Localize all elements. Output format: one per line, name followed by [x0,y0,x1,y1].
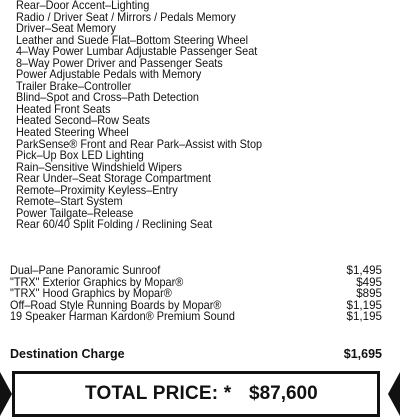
feature-item: Remote–Start System [16,195,123,209]
feature-item: Driver–Seat Memory [16,22,116,36]
feature-item: Rear–Door Accent–Lighting [16,0,150,12]
feature-item: Blind–Spot and Cross–Path Detection [16,91,199,105]
feature-item: Power Adjustable Pedals with Memory [16,68,202,82]
total-price-value: $87,600 [249,383,318,404]
feature-item: Heated Steering Wheel [16,126,129,140]
option-name: "TRX" Hood Graphics by Mopar® [10,287,172,301]
options-list [10,265,382,323]
feature-item: Rain–Sensitive Windshield Wipers [16,160,182,174]
feature-item: Leather and Suede Flat–Bottom Steering Wheel [16,33,249,47]
feature-item: 4–Way Power Lumbar Adjustable Passenger Seat [16,45,258,59]
option-name: "TRX" Exterior Graphics by Mopar® [10,275,184,289]
feature-item: 8–Way Power Driver and Passenger Seats [16,56,223,70]
feature-item: Heated Front Seats [16,102,111,116]
option-price: $895 [356,287,382,301]
total-price-box [12,371,380,417]
feature-item: Radio / Driver Seat / Mirrors / Pedals Memory [16,10,236,24]
option-price: $1,195 [346,310,382,324]
option-name: Dual–Pane Panoramic Sunroof [10,264,161,277]
feature-item: Rear 60/40 Split Folding / Reclining Seat [16,218,213,232]
option-name: 19 Speaker Harman Kardon® Premium Sound [10,310,235,324]
right-arrow-icon [388,372,400,416]
feature-item: Rear Under–Seat Storage Compartment [16,172,212,186]
feature-item: Pick–Up Box LED Lighting [16,149,144,163]
total-price-label: TOTAL PRICE: * [85,383,232,404]
destination-charge-label: Destination Charge [10,347,125,361]
option-name: Off–Road Style Running Boards by Mopar® [10,298,222,312]
destination-charge-row [10,346,382,362]
feature-item: Heated Second–Row Seats [16,114,150,128]
option-price: $1,195 [346,298,382,312]
feature-item: Trailer Brake–Controller [16,79,132,93]
option-row [10,311,382,323]
feature-item: Remote–Proximity Keyless–Entry [16,183,178,197]
left-arrow-icon [0,372,12,416]
destination-charge-value: $1,695 [343,347,382,361]
standard-features-list [16,0,278,231]
option-price: $495 [356,275,382,289]
feature-item: ParkSense® Front and Rear Park–Assist with Stop [16,137,263,151]
option-price: $1,495 [346,264,382,277]
feature-item: Power Tailgate–Release [16,206,134,220]
